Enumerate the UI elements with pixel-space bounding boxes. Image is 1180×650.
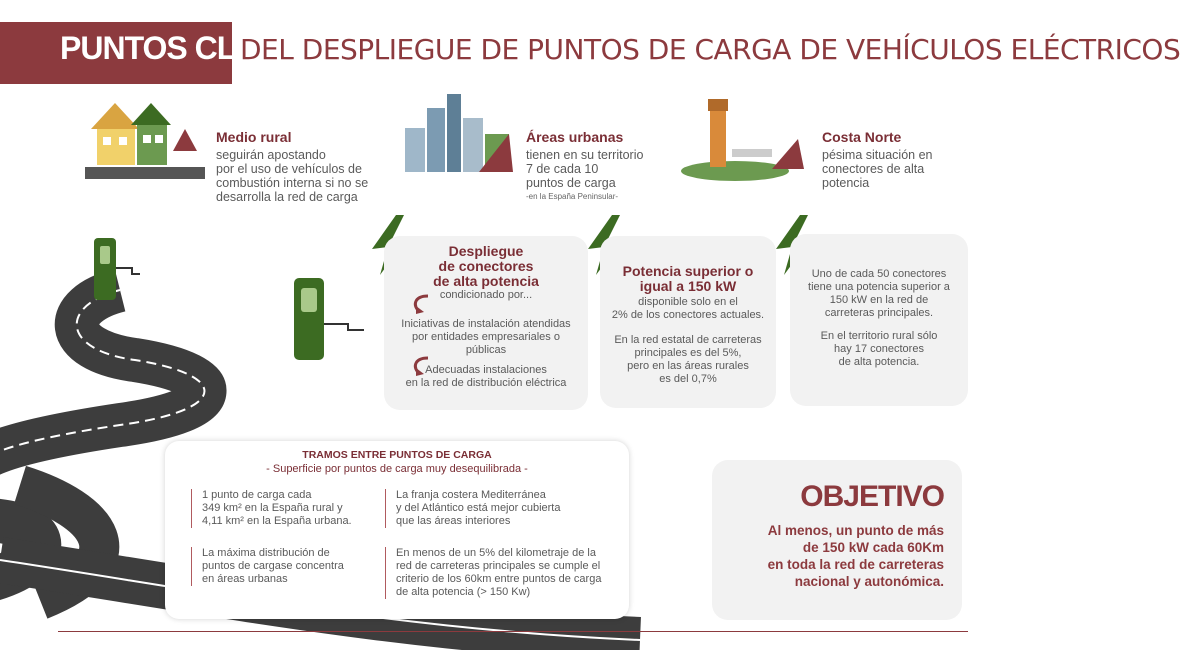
urban-text: tienen en su territorio 7 de cada 10 puntos de carga -en la España Peninsular- — [526, 148, 644, 201]
box-conectores-p2: En el territorio rural sólo hay 17 conectores de alta potencia. — [820, 330, 938, 368]
urban-heading: Áreas urbanas — [526, 129, 624, 145]
tramos-right-2: En menos de un 5% del kilometraje de la red de carreteras principales se cumple el criterio de los 60km entre puntos de carga de alta potencia (> 150 Kw) — [385, 547, 626, 599]
tramos-left-1: 1 punto de carga cada 349 km² en la España rural y 4,11 km² en la España urbana. — [191, 489, 392, 528]
box-potencia-p2: En la red estatal de carreteras principales es del 5%, pero en las áreas rurales es del 0,7% — [614, 334, 762, 385]
box-conectores — [790, 234, 968, 406]
tramos-subtitle: - Superficie por puntos de carga muy desequilibrada - — [266, 463, 528, 475]
box-potencia-p1: disponible solo en el 2% de los conectores actuales. — [611, 296, 765, 321]
box-despliegue-p2: Adecuadas instalaciones en la red de distribución eléctrica — [405, 364, 567, 389]
objetivo-text: Al menos, un punto de más de 150 kW cada 60Km en toda la red de carreteras nacional y autonómica. — [767, 523, 944, 589]
rural-houses-icon — [85, 95, 205, 181]
coast-heading: Costa Norte — [822, 129, 902, 145]
curved-arrow-icon — [410, 294, 432, 314]
coast-text: pésima situación en conectores de alta potencia — [822, 148, 933, 190]
box-despliegue-p1: Iniciativas de instalación atendidas por entidades empresariales o públicas — [401, 318, 571, 356]
tramos-title: TRAMOS ENTRE PUNTOS DE CARGA — [302, 449, 492, 461]
box-despliegue — [384, 236, 588, 410]
tramos-left-2: La máxima distribución de puntos de cargase concentra en áreas urbanas — [191, 547, 392, 586]
city-buildings-icon — [405, 88, 515, 178]
panel-tramos — [165, 441, 629, 619]
page-title-rest: DEL DESPLIEGUE DE PUNTOS DE CARGA DE VEHÍCULOS ELÉCTRICOS — [240, 33, 1180, 66]
box-conectores-p1: Uno de cada 50 conectores tiene una potencia superior a 150 kW en la red de carreteras principales. — [808, 268, 950, 319]
box-potencia-heading: Potencia superior o igual a 150 kW — [622, 263, 754, 294]
objetivo-title: OBJETIVO — [800, 480, 944, 513]
bottom-rule — [58, 631, 968, 632]
box-despliegue-heading: Despliegue de conectores de alta potencia — [433, 243, 539, 289]
box-objetivo — [712, 460, 962, 620]
box-despliegue-sub: condicionado por... — [439, 289, 533, 301]
rural-text: seguirán apostando por el uso de vehículos de combustión interna si no se desarrolla la red de carga — [216, 148, 369, 204]
box-potencia — [600, 236, 776, 408]
ev-charger-icon — [92, 238, 152, 308]
page-title-strong: PUNTOS CLAVE — [60, 30, 296, 66]
rural-heading: Medio rural — [216, 129, 292, 145]
coastal-lighthouse-icon — [680, 95, 810, 183]
tramos-right-1: La franja costera Mediterránea y del Atlántico está mejor cubierta que las áreas interiores — [385, 489, 626, 528]
ev-charger-icon — [292, 278, 382, 368]
